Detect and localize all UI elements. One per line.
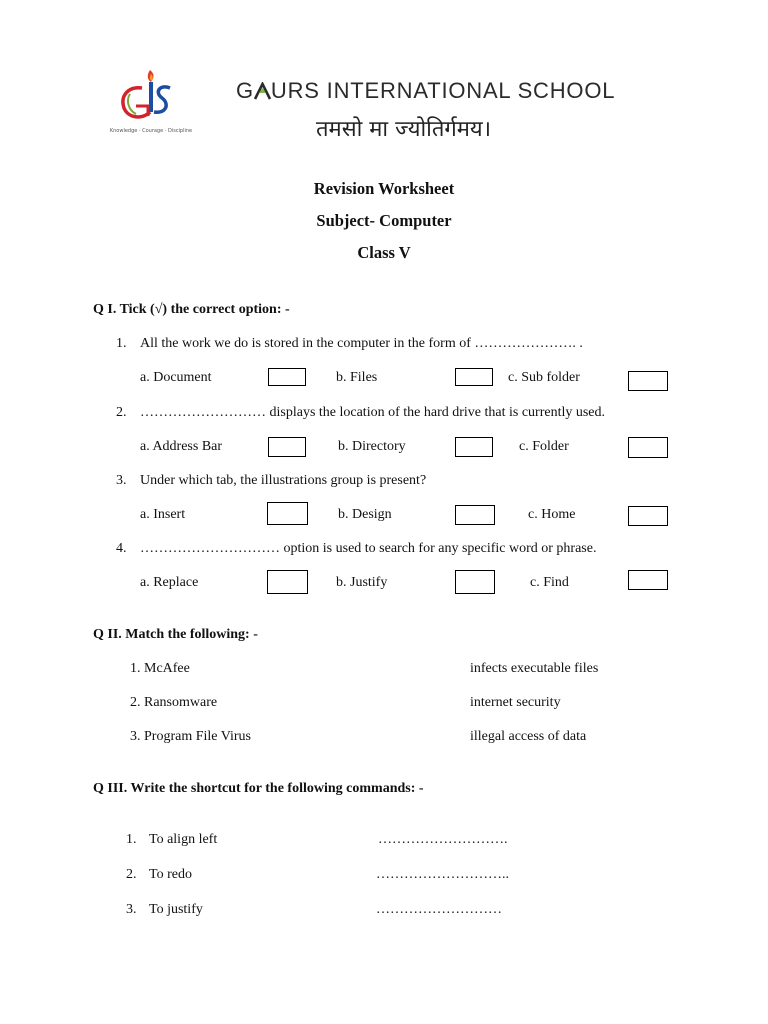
q3-heading: Q III. Write the shortcut for the following commands: - (93, 781, 424, 796)
tick-box[interactable] (628, 506, 668, 526)
q2-heading: Q II. Match the following: - (93, 627, 258, 642)
tick-box[interactable] (455, 570, 495, 594)
option-label: b. Files (336, 370, 378, 385)
tick-box[interactable] (455, 437, 493, 457)
option-label: a. Insert (140, 507, 186, 522)
school-name-prefix: G (236, 78, 254, 103)
q3-item-number: 3. (126, 902, 137, 917)
match-left-item: 2. Ransomware (130, 695, 218, 710)
tick-box[interactable] (455, 368, 493, 386)
option-label: b. Justify (336, 575, 388, 590)
match-right-item: internet security (470, 695, 561, 710)
q1-item-number: 1. (116, 336, 127, 351)
tick-box[interactable] (628, 437, 668, 458)
school-logo (108, 66, 194, 138)
match-left-item: 1. McAfee (130, 661, 190, 676)
match-right-item: infects executable files (470, 661, 599, 676)
q1-item-text: ………………………… option is used to search for any specific word or phrase. (140, 541, 597, 556)
option-label: c. Sub folder (508, 370, 580, 385)
answer-blank[interactable]: ……………………….. (376, 867, 509, 882)
q1-item-number: 4. (116, 541, 127, 556)
option-label: c. Find (530, 575, 569, 590)
q3-item-text: To justify (149, 902, 203, 917)
q1-item-text: ……………………… displays the location of the hard drive that is currently used. (140, 405, 606, 420)
option-label: c. Folder (519, 439, 569, 454)
q1-item-text: All the work we do is stored in the computer in the form of …………………. . (140, 336, 583, 351)
class-title: Class V (357, 243, 411, 262)
tick-box[interactable] (455, 505, 495, 525)
tick-box[interactable] (628, 570, 668, 590)
option-label: b. Design (338, 507, 392, 522)
match-left-item: 3. Program File Virus (130, 729, 252, 744)
option-label: c. Home (528, 507, 576, 522)
tick-box[interactable] (268, 368, 306, 386)
q1-item-text: Under which tab, the illustrations group is present? (140, 473, 427, 488)
subject-title: Subject- Computer (316, 211, 452, 230)
option-label: a. Document (140, 370, 212, 385)
tick-box[interactable] (267, 502, 308, 525)
school-name (236, 78, 615, 104)
svg-text:Knowledge · Courage · Discipli: Knowledge · Courage · Discipline (109, 128, 193, 134)
q3-item-text: To align left (149, 832, 218, 847)
answer-blank[interactable]: ………………………. (378, 832, 508, 847)
school-name-rest: URS INTERNATIONAL SCHOOL (270, 78, 616, 103)
q1-item-number: 3. (116, 473, 127, 488)
option-label: a. Address Bar (140, 439, 223, 454)
answer-blank[interactable]: ……………………… (376, 902, 502, 917)
tick-box[interactable] (268, 437, 306, 457)
q1-heading: Q I. Tick (√) the correct option: - (93, 302, 290, 317)
q1-item-number: 2. (116, 405, 127, 420)
tick-box[interactable] (628, 371, 668, 391)
option-label: b. Directory (338, 439, 406, 454)
mountain-a-icon (254, 78, 271, 104)
q3-item-number: 2. (126, 867, 137, 882)
worksheet-title: Revision Worksheet (313, 179, 455, 198)
school-motto: तमसो मा ज्योतिर्गमय। (316, 117, 492, 142)
q3-item-number: 1. (126, 832, 137, 847)
tick-box[interactable] (267, 570, 308, 594)
option-label: a. Replace (140, 575, 199, 590)
match-right-item: illegal access of data (470, 729, 587, 744)
q3-item-text: To redo (149, 867, 192, 882)
